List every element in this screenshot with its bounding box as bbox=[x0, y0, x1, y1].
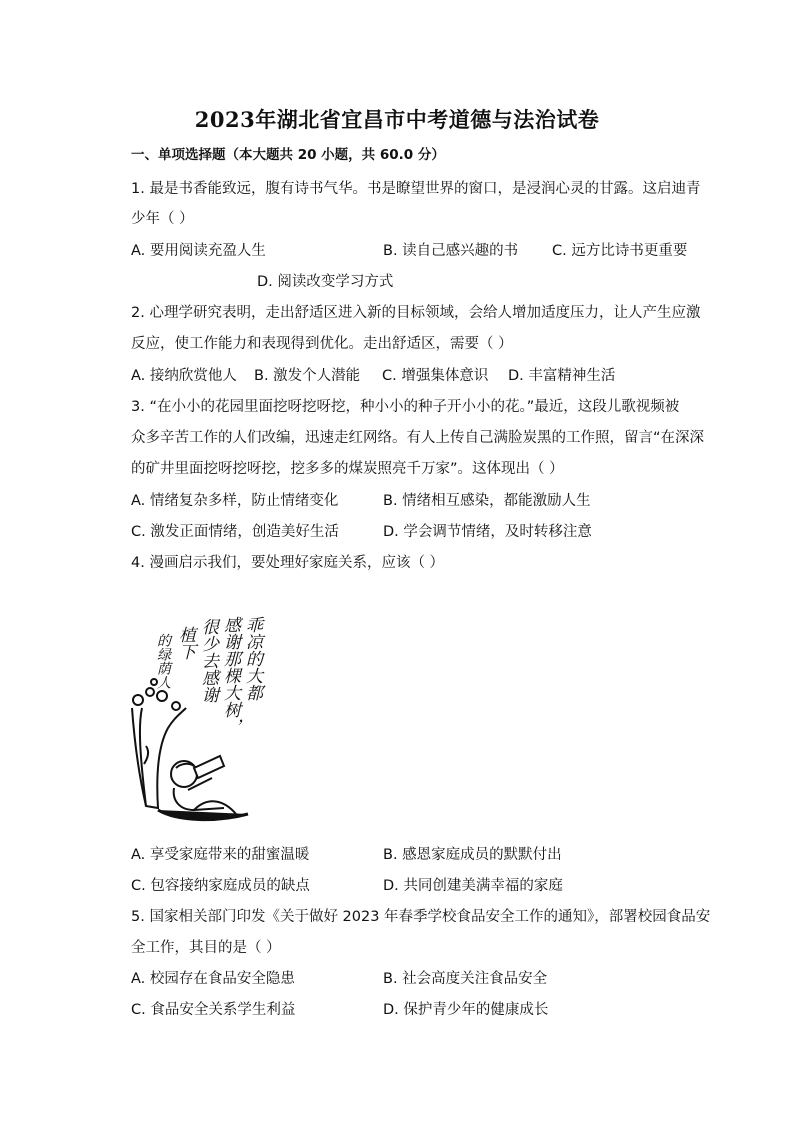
cartoon-text-col-5: 的绿荫人 bbox=[155, 633, 171, 689]
question-1-option-d[interactable]: D. 阅读改变学习方式 bbox=[257, 274, 394, 290]
question-3-option-b[interactable]: B. 情绪相互感染，都能激励人生 bbox=[383, 493, 591, 509]
question-1-option-b[interactable]: B. 读自己感兴趣的书 bbox=[383, 243, 519, 259]
question-2-option-d[interactable]: D. 丰富精神生活 bbox=[508, 368, 616, 384]
question-4-option-a[interactable]: A. 享受家庭带来的甜蜜温暖 bbox=[131, 847, 310, 863]
page-title: 2023年湖北省宜昌市中考道德与法治试卷 bbox=[194, 107, 600, 132]
question-1-option-c[interactable]: C. 远方比诗书更重要 bbox=[552, 243, 688, 259]
question-2-option-c[interactable]: C. 增强集体意识 bbox=[382, 368, 489, 384]
question-2-option-b[interactable]: B. 激发个人潜能 bbox=[254, 368, 361, 384]
cartoon-text-col-1: 乖凉的大都 bbox=[242, 616, 262, 701]
question-5-line-2: 全工作，其目的是（ ） bbox=[131, 940, 281, 956]
question-3-option-a[interactable]: A. 情绪复杂多样，防止情绪变化 bbox=[131, 493, 339, 509]
question-4-line-1: 4. 漫画启示我们，要处理好家庭关系，应该（ ） bbox=[131, 555, 445, 571]
question-1-line-1: 1. 最是书香能致远，腹有诗书气华。书是瞭望世界的窗口，是浸润心灵的甘露。这启迪青 bbox=[131, 181, 701, 197]
question-3-line-3: 的矿井里面挖呀挖呀挖，挖多多的煤炭照亮千万家”。这体现出（ ） bbox=[131, 461, 564, 477]
cartoon-text-col-2: 感谢那棵大树， bbox=[220, 616, 240, 735]
person-drawing bbox=[158, 756, 248, 820]
question-2-line-2: 反应，使工作能力和表现得到优化。走出舒适区，需要（ ） bbox=[131, 336, 513, 352]
section-heading: 一、单项选择题（本大题共 20 小题，共 60.0 分） bbox=[131, 147, 445, 163]
question-1-option-a[interactable]: A. 要用阅读充盈人生 bbox=[131, 243, 266, 259]
question-5-option-b[interactable]: B. 社会高度关注食品安全 bbox=[383, 971, 548, 987]
question-5-option-c[interactable]: C. 食品安全关系学生利益 bbox=[131, 1002, 296, 1018]
tree-drawing bbox=[132, 679, 186, 808]
family-cartoon-illustration bbox=[128, 596, 278, 830]
question-5-option-d[interactable]: D. 保护青少年的健康成长 bbox=[383, 1002, 549, 1018]
question-3-option-c[interactable]: C. 激发正面情绪，创造美好生活 bbox=[131, 524, 339, 540]
question-4-option-d[interactable]: D. 共同创建美满幸福的家庭 bbox=[383, 878, 563, 894]
question-5-option-a[interactable]: A. 校园存在食品安全隐患 bbox=[131, 971, 295, 987]
question-4-option-c[interactable]: C. 包容接纳家庭成员的缺点 bbox=[131, 878, 310, 894]
question-1-line-2: 少年（ ） bbox=[131, 211, 194, 227]
question-3-line-1: 3. “在小小的花园里面挖呀挖呀挖，种小小的种子开小小的花。”最近，这段儿歌视频被 bbox=[131, 399, 680, 415]
cartoon-text-col-3: 很少去感谢 bbox=[198, 618, 218, 703]
question-3-option-d[interactable]: D. 学会调节情绪，及时转移注意 bbox=[383, 524, 592, 540]
question-3-line-2: 众多辛苦工作的人们改编，迅速走红网络。有人上传自己满脸炭黑的工作照，留言“在深深 bbox=[131, 430, 705, 446]
question-5-line-1: 5. 国家相关部门印发《关于做好 2023 年春季学校食品安全工作的通知》，部署校园食品安 bbox=[131, 909, 711, 925]
question-4-option-b[interactable]: B. 感恩家庭成员的默默付出 bbox=[383, 847, 562, 863]
question-2-line-1: 2. 心理学研究表明，走出舒适区进入新的目标领域，会给人增加适度压力，让人产生应激 bbox=[131, 305, 701, 321]
question-2-option-a[interactable]: A. 接纳欣赏他人 bbox=[131, 368, 237, 384]
cartoon-text-col-4: 植下 bbox=[175, 626, 195, 660]
